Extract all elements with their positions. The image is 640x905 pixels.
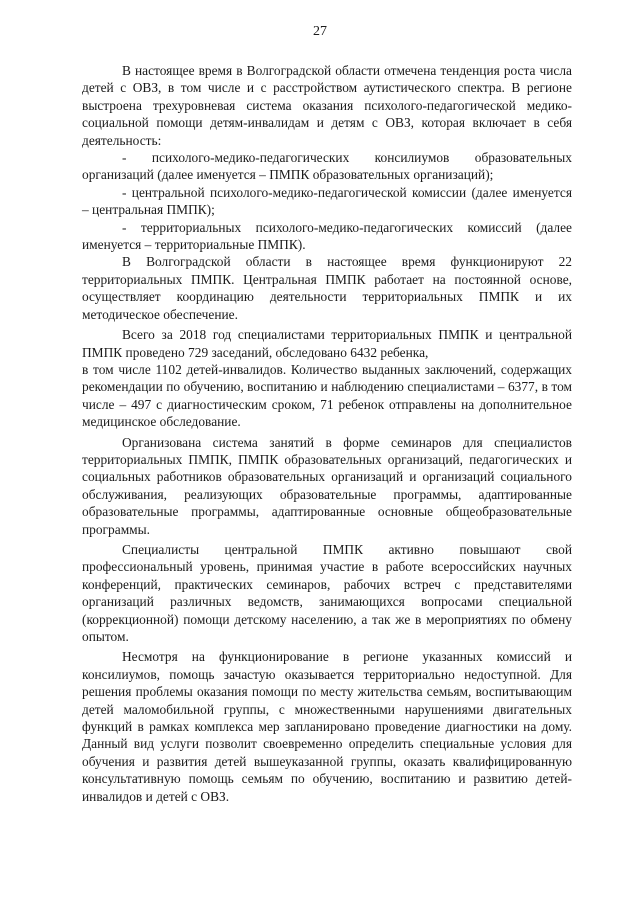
list-item-consiliums: - психолого-медико-педагогических консилиумов образовательных организаций (далее именуется – ПМПК образовательных организаций); xyxy=(82,150,572,183)
list-item-territorial-commissions: - территориальных психолого-медико-педагогических комиссий (далее именуется – территориальные ПМПК). xyxy=(82,219,572,253)
paragraph-conclusions: в том числе 1102 детей-инвалидов. Количество выданных заключений, содержащих рекомендации по обучению, воспитанию и наблюдению специалистами – 6377, в том числе – 497 с диагностическим сроком, 71 ребенок отправлены на дополнительное медицинское обследование. xyxy=(82,361,572,430)
list-item-central-commission: - центральной психолого-медико-педагогической комиссии (далее именуется – центральная ПМПК); xyxy=(82,184,572,218)
document-body xyxy=(82,62,572,805)
paragraph-territorial-count: В Волгоградской области в настоящее время функционируют 22 территориальных ПМПК. Центральная ПМПК работает на постоянной основе, осуществляет координацию деятельности территориальных ПМПК и их методическое обеспечение. xyxy=(82,254,572,322)
page-number: 27 xyxy=(313,24,327,39)
paragraph-specialists: Специалисты центральной ПМПК активно повышают свой профессиональный уровень, принимая участие в работе всероссийских научных конференций, практических семинаров, рабочих встреч с представителями организаций различных ведомств, занимающихся вопросами специальной (коррекционной) помощи детскому населению, а так же в мероприятиях по обмену опытом. xyxy=(82,541,572,644)
paragraph-2018-totals: Всего за 2018 год специалистами территориальных ПМПК и центральной ПМПК проведено 729 заседаний, обследовано 6432 ребенка, xyxy=(82,327,572,360)
paragraph-home-diagnostics: Несмотря на функционирование в регионе указанных комиссий и консилиумов, помощь зачастую оказывается территориально недоступной. Для решения проблемы оказания помощи по месту жительства семьям, воспитывающим детей маломобильной группы, с множественными нарушениями двигательных функций в рамках комплекса мер запланировано проведение диагностики на дому. Данный вид услуги позволит своевременно определить специальные условия для обучения и развития детей вышеуказанной группы, оказать квалифицированную консультативную помощь семьям по обучению, воспитанию и развитию детей-инвалидов и детей с ОВЗ. xyxy=(82,649,572,804)
paragraph-intro: В настоящее время в Волгоградской области отмечена тенденция роста числа детей с ОВЗ, в том числе и с расстройством аутистического спектра. В регионе выстроена трехуровневая система оказания психолого-педагогической медико-социальной помощи детям-инвалидам и детям с ОВЗ, которая включает в себя деятельность: xyxy=(82,63,572,148)
paragraph-seminars: Организована система занятий в форме семинаров для специалистов территориальных ПМПК, ПМПК образовательных организаций, педагогических и социальных работников образовательных организаций и организаций социального обслуживания, реализующих образовательные программы, адаптированные образовательные программы, адаптированные основные общеобразовательные программы. xyxy=(82,434,572,537)
